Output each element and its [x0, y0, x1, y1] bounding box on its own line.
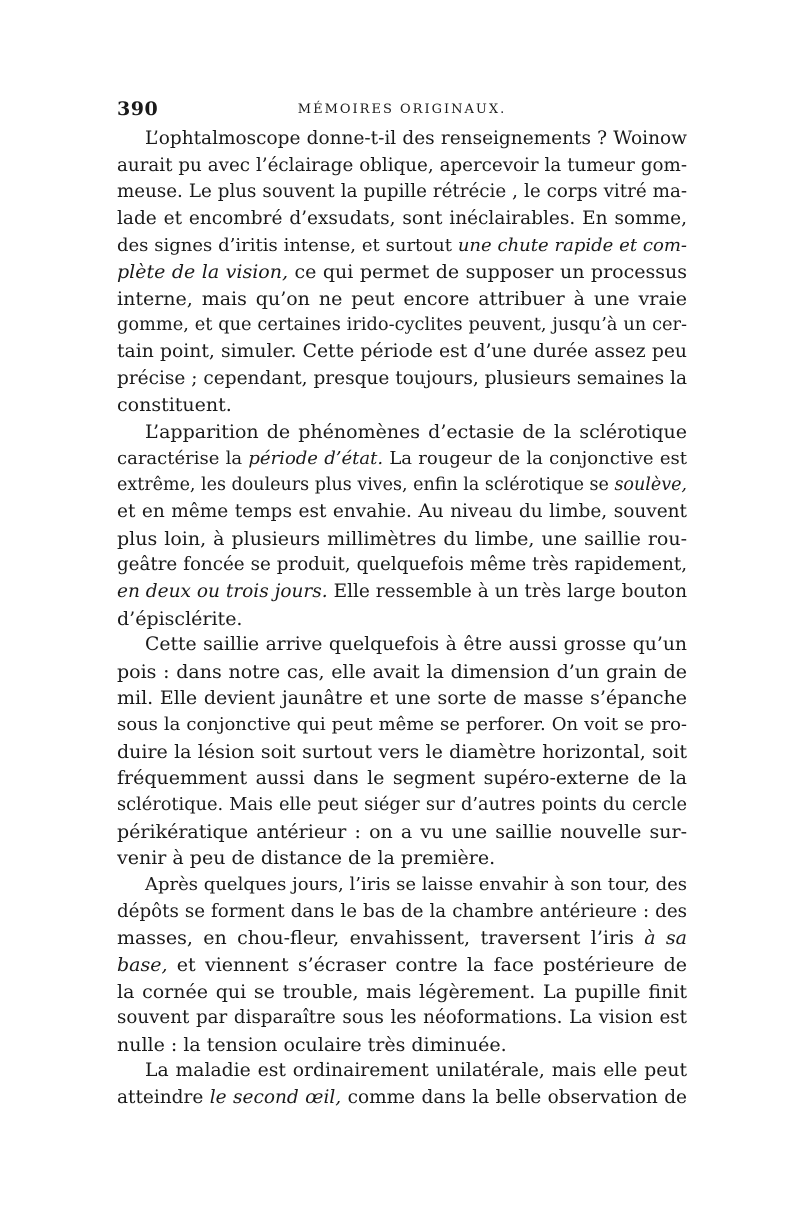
text-line	[117, 259, 687, 286]
text-line	[117, 765, 687, 792]
text-line	[117, 1058, 687, 1085]
text-segment: d’épisclérite.	[117, 607, 243, 630]
text-segment: duire la lésion soit surtout vers le diamètre horizontal, soit	[117, 740, 687, 763]
italic-text: soulève,	[614, 475, 687, 496]
text-segment: fréquemment aussi dans le segment supéro-externe de la	[117, 767, 687, 790]
text-line	[117, 419, 687, 446]
text-line	[117, 925, 687, 952]
text-line	[117, 206, 687, 233]
text-segment: venir à peu de distance de la première.	[117, 847, 496, 870]
text-line	[117, 286, 687, 313]
text-segment: L’apparition de phénomènes d’ectasie de la sclérotique	[145, 421, 687, 444]
text-segment: caractérise la	[117, 447, 249, 469]
text-line	[117, 819, 687, 846]
text-segment: La rougeur de la conjonctive est	[383, 447, 687, 469]
italic-text: en deux ou trois jours.	[117, 580, 328, 602]
text-line	[117, 472, 687, 499]
text-segment: Cette saillie arrive quelquefois à être aussi grosse qu’un	[145, 634, 687, 656]
text-line	[117, 499, 687, 526]
text-segment: atteindre	[117, 1087, 210, 1109]
text-line	[117, 526, 687, 553]
text-segment: Après quelques jours, l’iris se laisse envahir à son tour, des	[145, 873, 687, 895]
text-segment: sous la conjonctive qui peut même se perforer. On voit se pro-	[117, 714, 687, 736]
text-segment: mil. Elle devient jaunâtre et une sorte de masse s’épanche	[117, 687, 687, 710]
text-line	[117, 632, 687, 659]
text-line	[117, 312, 687, 339]
text-line	[117, 952, 687, 979]
running-head: MÉMOIRES ORIGINAUX.	[297, 102, 507, 117]
text-segment: meuse. Le plus souvent la pupille rétrécie , le corps vitré ma-	[117, 181, 687, 203]
text-line	[117, 1032, 687, 1059]
text-line	[117, 552, 687, 579]
text-line	[117, 153, 687, 180]
text-segment: ce qui permet de supposer un processus	[288, 261, 687, 284]
italic-text: période d’état.	[248, 447, 384, 469]
text-line	[117, 739, 687, 766]
text-line	[117, 179, 687, 206]
text-line	[117, 1085, 687, 1112]
text-segment: aurait pu avec l’éclairage oblique, apercevoir la tumeur gom-	[117, 154, 687, 176]
text-line	[117, 712, 687, 739]
text-line	[117, 1005, 687, 1032]
text-line	[117, 606, 687, 633]
text-segment: pois : dans notre cas, elle avait la dimension d’un grain de	[117, 660, 687, 683]
text-line	[117, 979, 687, 1006]
text-line	[117, 446, 687, 473]
text-segment: tain point, simuler. Cette période est d’une durée assez peu	[117, 341, 687, 363]
text-segment: sclérotique. Mais elle peut siéger sur d’autres points du cercle	[117, 795, 687, 816]
text-line	[117, 845, 687, 872]
italic-text: à sa	[644, 927, 687, 950]
text-segment: dépôts se forment dans le bas de la chambre antérieure : des	[117, 900, 687, 922]
text-segment: L’ophtalmoscope donne-t-il des renseignements ? Woinow	[145, 128, 687, 149]
text-line	[117, 685, 687, 712]
text-segment: périkératique antérieur : on a vu une saillie nouvelle sur-	[117, 820, 687, 843]
page-header	[117, 98, 687, 124]
text-segment: comme dans la belle observation de	[341, 1087, 687, 1109]
text-segment: plus loin, à plusieurs millimètres du limbe, une saillie rou-	[117, 527, 687, 550]
italic-text: plète de la vision,	[117, 261, 289, 284]
italic-text: base,	[117, 953, 168, 976]
text-segment: interne, mais qu’on ne peut encore attribuer à une vraie	[117, 287, 687, 310]
text-segment: Elle ressemble à un très large bouton	[327, 580, 687, 602]
text-segment: La maladie est ordinairement unilatérale, mais elle peut	[145, 1060, 687, 1082]
text-segment: nulle : la tension oculaire très diminuée.	[117, 1033, 507, 1056]
text-segment: des signes d’iritis intense, et surtout	[117, 234, 458, 256]
text-line	[117, 126, 687, 153]
text-segment: masses, en chou-fleur, envahissent, traversent l’iris	[117, 927, 645, 950]
text-line	[117, 579, 687, 606]
text-segment: extrême, les douleurs plus vives, enfin la sclérotique se	[117, 475, 615, 496]
text-line	[117, 899, 687, 926]
text-segment: lade et encombré d’exsudats, sont inéclairables. En somme,	[117, 207, 687, 229]
text-segment: geâtre foncée se produit, quelquefois même très rapidement,	[117, 554, 687, 576]
text-segment: souvent par disparaître sous les néoformations. La vision est	[117, 1007, 687, 1029]
text-line	[117, 659, 687, 686]
text-segment: gomme, et que certaines irido-cyclites peuvent, jusqu’à un cer-	[117, 315, 687, 336]
italic-text: une chute rapide et com-	[457, 234, 687, 256]
text-line	[117, 792, 687, 819]
text-line	[117, 366, 687, 393]
text-segment: la cornée qui se trouble, mais légèrement. La pupille finit	[117, 980, 687, 1003]
text-segment: et viennent s’écraser contre la face postérieure de	[167, 953, 687, 976]
text-segment: constituent.	[117, 394, 232, 417]
text-segment: précise ; cependant, presque toujours, plusieurs semaines la	[117, 367, 687, 389]
text-line	[117, 233, 687, 260]
page-number: 390	[117, 98, 159, 120]
body-text	[117, 126, 687, 1112]
text-line	[117, 392, 687, 419]
italic-text: le second œil,	[209, 1087, 342, 1109]
text-segment: et en même temps est envahie. Au niveau du limbe, souvent	[117, 500, 687, 522]
text-line	[117, 872, 687, 899]
text-line	[117, 339, 687, 366]
